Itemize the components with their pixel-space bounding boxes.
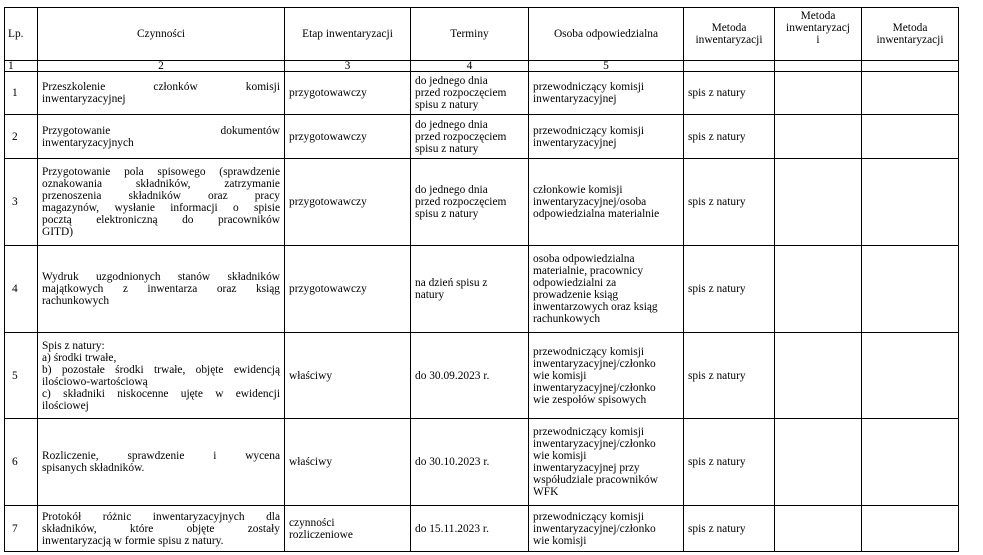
- header-etap: Etap inwentaryzacji: [285, 8, 411, 61]
- row-czynnosci: [38, 246, 285, 333]
- row-lp: 1: [5, 72, 38, 115]
- czynnosci-line: rachunkowych: [42, 295, 110, 307]
- row-empty-cell: [862, 115, 959, 159]
- row-czynnosci: [38, 72, 285, 115]
- row-etap: przygotowawczy: [285, 246, 411, 333]
- row-lp: 7: [5, 506, 38, 552]
- row-czynnosci: [38, 115, 285, 159]
- row-terminy: do 30.10.2023 r.: [411, 419, 529, 506]
- row-etap: właściwy: [285, 419, 411, 506]
- row-metoda: spis z natury: [684, 419, 775, 506]
- column-number-row: [5, 61, 959, 72]
- row-czynnosci: [38, 333, 285, 419]
- czynnosci-line: b) pozostałe środki trwałe, objęte ewidencją: [42, 363, 280, 376]
- row-osoba: przewodniczący komisji inwentaryzacyjnej/członko wie komisji inwentaryzacyjnej/członko wie zespołów spisowych: [529, 333, 684, 419]
- czynnosci-line: ilościowej: [42, 399, 89, 412]
- czynnosci-line: inwentaryzacyjnej: [42, 93, 126, 105]
- row-empty-cell: [775, 419, 862, 506]
- table-row: [5, 246, 959, 333]
- czynnosci-line: majątkowych z inwentarza oraz ksiąg: [42, 283, 280, 295]
- czynnosci-line: składników, które objęte zostały: [42, 522, 280, 535]
- column-number: 3: [285, 61, 411, 72]
- row-metoda: spis z natury: [684, 115, 775, 159]
- header-terminy: Terminy: [411, 8, 529, 61]
- table-row: [5, 333, 959, 419]
- row-metoda: spis z natury: [684, 159, 775, 246]
- czynnosci-line: GITD): [42, 226, 73, 238]
- row-etap: przygotowawczy: [285, 159, 411, 246]
- header-czynnosci: Czynności: [38, 8, 285, 61]
- row-empty-cell: [775, 506, 862, 552]
- row-empty-cell: [775, 159, 862, 246]
- row-empty-cell: [775, 115, 862, 159]
- row-osoba: przewodniczący komisji inwentaryzacyjnej/członko wie komisji: [529, 506, 684, 552]
- row-empty-cell: [862, 419, 959, 506]
- czynnosci-line: Spis z natury:: [42, 339, 105, 352]
- row-etap: przygotowawczy: [285, 72, 411, 115]
- czynnosci-line: Wydruk uzgodnionych stanów składników: [42, 271, 280, 283]
- column-number: 4: [411, 61, 529, 72]
- row-lp: 2: [5, 115, 38, 159]
- row-empty-cell: [775, 333, 862, 419]
- column-number: [684, 61, 775, 72]
- row-lp: 5: [5, 333, 38, 419]
- column-number: 2: [38, 61, 285, 72]
- row-czynnosci: [38, 419, 285, 506]
- row-etap: przygotowawczy: [285, 115, 411, 159]
- czynnosci-line: Przygotowanie pola spisowego (sprawdzenie: [42, 166, 280, 178]
- row-terminy: do 15.11.2023 r.: [411, 506, 529, 552]
- row-lp: 4: [5, 246, 38, 333]
- row-osoba: przewodniczący komisji inwentaryzacyjnej: [529, 115, 684, 159]
- row-osoba: przewodniczący komisji inwentaryzacyjnej: [529, 72, 684, 115]
- row-lp: 3: [5, 159, 38, 246]
- row-terminy: do jednego dnia przed rozpoczęciem spisu z natury: [411, 72, 529, 115]
- czynnosci-line: Rozliczenie, sprawdzenie i wycena: [42, 450, 280, 462]
- row-czynnosci: [38, 159, 285, 246]
- column-number: 1: [5, 61, 38, 72]
- header-row: [5, 8, 959, 61]
- row-metoda: spis z natury: [684, 506, 775, 552]
- row-czynnosci: [38, 506, 285, 552]
- czynnosci-line: przenoszenia składników oraz pracy: [42, 190, 280, 202]
- czynnosci-line: Protokół różnic inwentaryzacyjnych dla: [42, 510, 280, 523]
- table-row: [5, 72, 959, 115]
- row-terminy: na dzień spisu z natury: [411, 246, 529, 333]
- czynnosci-line: oznakowania składników, zatrzymanie: [42, 178, 280, 190]
- row-empty-cell: [775, 72, 862, 115]
- czynnosci-line: spisanych składników.: [42, 462, 145, 474]
- row-metoda: spis z natury: [684, 333, 775, 419]
- czynnosci-line: a) środki trwałe,: [42, 351, 117, 364]
- column-number: [862, 61, 959, 72]
- table-row: [5, 506, 959, 552]
- inventory-schedule-table: [4, 7, 959, 552]
- column-number: [775, 61, 862, 72]
- row-empty-cell: [862, 333, 959, 419]
- row-empty-cell: [862, 72, 959, 115]
- czynnosci-line: Przygotowanie dokumentów: [42, 124, 280, 137]
- row-terminy: do 30.09.2023 r.: [411, 333, 529, 419]
- header-lp: Lp.: [5, 8, 38, 61]
- row-etap: czynności rozliczeniowe: [285, 506, 411, 552]
- row-metoda: spis z natury: [684, 246, 775, 333]
- row-empty-cell: [862, 159, 959, 246]
- czynnosci-line: Przeszkolenie członków komisji: [42, 81, 280, 93]
- czynnosci-line: c) składniki niskocenne ujęte w ewidencji: [42, 387, 280, 400]
- table-row: [5, 115, 959, 159]
- row-osoba: przewodniczący komisji inwentaryzacyjnej/członko wie komisji inwentaryzacyjnej przy współudziale pracowników WFK: [529, 419, 684, 506]
- row-empty-cell: [775, 246, 862, 333]
- row-osoba: członkowie komisji inwentaryzacyjnej/osoba odpowiedzialna materialnie: [529, 159, 684, 246]
- row-empty-cell: [862, 246, 959, 333]
- table-body: [5, 72, 959, 552]
- czynnosci-line: inwentaryzacyjnych: [42, 136, 134, 149]
- czynnosci-line: ilościowo-wartościową: [42, 375, 148, 388]
- czynnosci-line: inwentaryzacją w formie spisu z natury.: [42, 534, 224, 547]
- column-number: 5: [529, 61, 684, 72]
- czynnosci-line: pocztą elektroniczną do pracowników: [42, 214, 280, 226]
- table-row: [5, 159, 959, 246]
- row-terminy: do jednego dnia przed rozpoczęciem spisu z natury: [411, 159, 529, 246]
- row-empty-cell: [862, 506, 959, 552]
- table-row: [5, 419, 959, 506]
- row-etap: właściwy: [285, 333, 411, 419]
- row-metoda: spis z natury: [684, 72, 775, 115]
- row-osoba: osoba odpowiedzialna materialnie, pracownicy odpowiedzialni za prowadzenie ksiąg inwentarzowych oraz ksiąg rachunkowych: [529, 246, 684, 333]
- header-metoda-1: Metoda inwentaryzacji: [684, 8, 775, 61]
- header-metoda-2: Metoda inwentaryzacj i: [775, 8, 862, 61]
- czynnosci-line: magazynów, wysłanie informacji o spisie: [42, 202, 280, 214]
- header-metoda-3: Metoda inwentaryzacji: [862, 8, 959, 61]
- header-osoba: Osoba odpowiedzialna: [529, 8, 684, 61]
- row-terminy: do jednego dnia przed rozpoczęciem spisu z natury: [411, 115, 529, 159]
- row-lp: 6: [5, 419, 38, 506]
